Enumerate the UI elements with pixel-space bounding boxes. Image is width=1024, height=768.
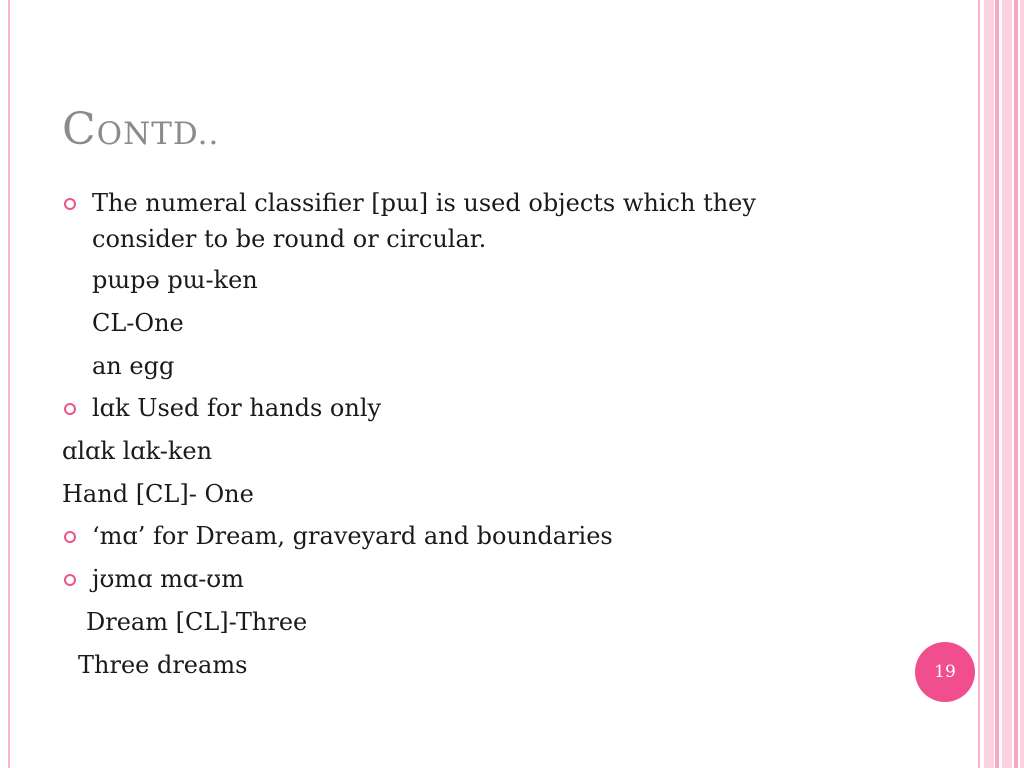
- text-line: Dream [CL]-Three: [86, 608, 308, 636]
- text-line: ‘mɑ’ for Dream, graveyard and boundaries: [92, 522, 613, 550]
- text-line: Hand [CL]- One: [62, 480, 254, 508]
- title-first-letter: C: [62, 104, 97, 155]
- text-line: Three dreams: [78, 651, 248, 679]
- text-line: The numeral classifier [pɯ] is used objects which they: [92, 189, 756, 217]
- bullet-icon: [64, 198, 76, 210]
- bullet-icon: [64, 403, 76, 415]
- text-line: lɑk Used for hands only: [92, 394, 382, 422]
- bullet-icon: [64, 531, 76, 543]
- page-number-badge: 19: [915, 642, 975, 702]
- text-line: an egg: [92, 352, 175, 380]
- text-line: CL-One: [92, 309, 184, 337]
- bullet-icon: [64, 574, 76, 586]
- text-line: consider to be round or circular.: [92, 225, 487, 253]
- text-line: jʊmɑ mɑ-ʊm: [92, 565, 244, 593]
- text-line: ɑlɑk lɑk-ken: [62, 437, 213, 465]
- title-rest: ONTD..: [96, 116, 220, 152]
- text-line: pɯpə pɯ-ken: [92, 266, 258, 294]
